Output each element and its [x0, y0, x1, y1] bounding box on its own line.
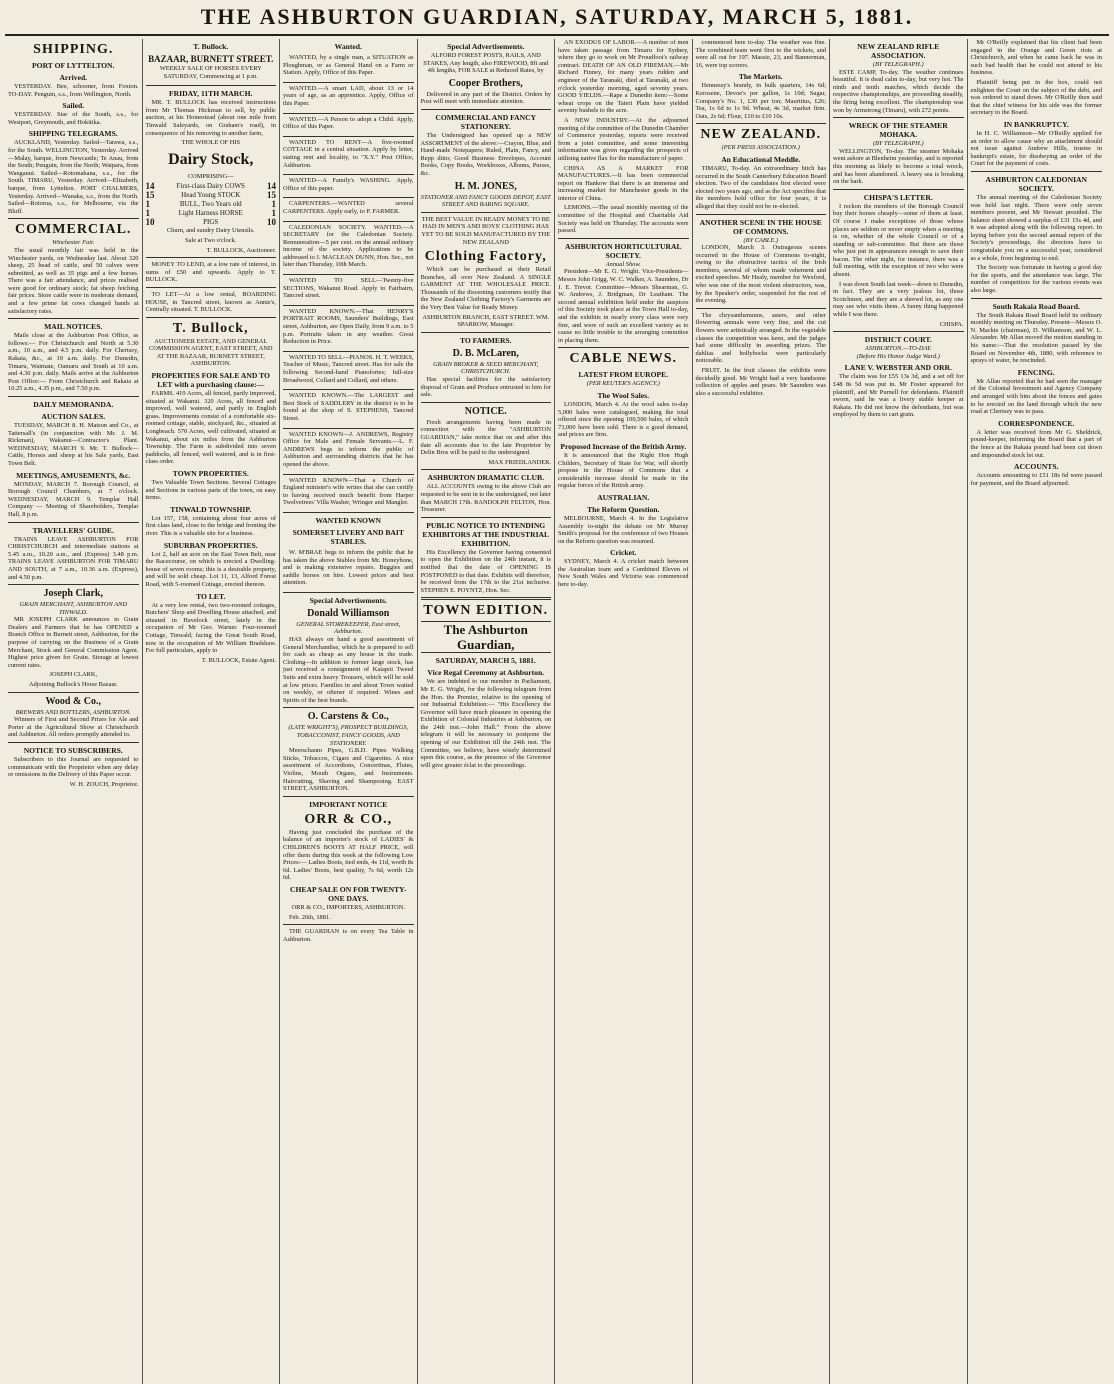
wanted-ad: [283, 83, 414, 114]
wanted-ad: [283, 222, 414, 276]
divider: [971, 298, 1103, 299]
important-notice-heading: IMPORTANT NOTICE: [309, 799, 388, 809]
public-notice-heading: PUBLIC NOTICE TO INTENDING EXHIBITORS AT THE INDUSTRIAL EXHIBITION.: [422, 520, 550, 548]
divider: [971, 171, 1103, 172]
public-notice-text: His Excellency the Governor having consented to open the Exhibition on the 24th instant, it is notified that the date of OPENING IS POSTPONED to that date. Exhibits will therefore, be received from the 17th to the 21st inclusive. STEPHEN E. POYNTZ, Hon. Sec.: [420, 548, 551, 594]
guardian-nameplate: The Ashburton Guardian,: [421, 621, 552, 653]
mclaren-name: D. B. McLaren,: [452, 347, 519, 359]
carstens-name: O. Carstens & Co.,: [307, 711, 389, 723]
suburban-heading: SUBURBAN PROPERTIES.: [163, 540, 258, 550]
mclaren-subheading: GRAIN BROKER & SEED MERCHANT, CHRISTCHURCH.: [433, 360, 539, 376]
stock-item: Head Young STOCK: [181, 191, 241, 200]
sailed-heading: Sailed.: [62, 101, 85, 111]
divider: [421, 469, 552, 470]
wanted-ad-text: WANTED TO SELL—PIANOS. H. T. WEEKS, Teacher of Music, Tancred street. Has for sale the following Second-hand Pianofortes; full-size Broadwood, Collard and Collard, and others.: [283, 353, 414, 384]
travellers-heading: TRAVELLERS' GUIDE.: [32, 525, 114, 535]
bankruptcy-heading: IN BANKRUPTCY.: [1003, 119, 1069, 129]
orr-text: Having just concluded the purchase of the balance of an importer's stock of LADIES' & CHILDREN'S BOOTS AT HALF PRICE, will offer them during this week at the following Low Prices:— Ladies Boots, tied ends, 4s 11d, worth 8s 6d. Ladies' Boots, best quality, 7s 6d, worth 12s 6d.: [283, 828, 414, 882]
wanted-ad: [283, 352, 414, 390]
correspondence-heading: CORRESPONDENCE.: [998, 418, 1075, 428]
divider: [421, 212, 552, 213]
army-heading: Proposed Increase of the British Army.: [560, 441, 687, 451]
comprising: COMPRISING—: [187, 172, 234, 180]
chispa-text: I reckon the members of the Borough Council buy their horses cheaply—some of them at least. Of course I make exceptions of those whose places are seldom or never empty when a meeting is on, whether of the whole Council or of a standing or sub-committee. But there are those who just put in appearances enough to save their bacon. The other night, for instance, there was a full meeting, with the exception of two who were absent.: [833, 202, 964, 279]
wreck-heading: WRECK OF THE STEAMER MOHAKA.: [848, 121, 948, 140]
wood-subheading: BREWERS AND BOTTLERS, ASHBURTON.: [15, 708, 131, 716]
bazaar-title: BAZAAR, BURNETT STREET.: [148, 54, 274, 64]
telegrams-heading: SHIPPING TELEGRAMS.: [28, 129, 118, 139]
accounts-heading: ACCOUNTS.: [1013, 462, 1059, 472]
to-let-details: At a very low rental, two two-roomed cottages, Butchers' Shop and Dwelling House attached, and situated in Havelock street, lately in the occupation of Mr Geo. Warner. Four-roomed Cottage, Tinwald, facing the Great South Road, now in the occupation of Mr William Bradshaw. For full particulars, apply to: [145, 601, 276, 655]
memoranda-heading: DAILY MEMORANDA.: [33, 400, 114, 409]
notice-signature: MAX FRIEDLANDER.: [488, 458, 551, 466]
divider: [696, 214, 827, 215]
divider: [283, 707, 414, 708]
divider: [558, 347, 689, 348]
town-edition-heading: TOWN EDITION.: [423, 603, 549, 619]
stock-qty: 15: [145, 190, 155, 201]
jones-name: H. M. JONES,: [454, 180, 517, 192]
sale-text: MR. T. BULLOCK has received instructions from Mr Thomas Hickman to sell, by public auction, at his Homestead (about one mile from Tinwald Saleyards, on Graham's road), in consequence of his removing to another farm,: [145, 99, 276, 137]
properties-text: FARMS. 419 Acres, all fenced, partly improved, situated at Wakanui. 320 Acres, all fenced and improved, well watered, and partly in English grass. Improvements consist of a comfortable six-roomed cottage, stable, stockyard, &c., situated at Longbeach. 570 Acres, well cultivated, situated at Wakanui, about six miles from the Ashburton Township. The Farm is subdivided into seven paddocks, all fenced, well watered, and is in first-class order.: [145, 390, 276, 466]
meetings-heading: MEETINGS, AMUSEMENTS, &c.: [16, 470, 131, 480]
shipping-heading: SHIPPING.: [33, 42, 114, 57]
clark-text: MR JOSEPH CLARK announces to Grain Dealers and Farmers that he has OPENED a Branch Office in Burnett street, Ashburton, for the purpose of carrying on the Business of a Grain Merchant, Stock and General Commission Agent. Highest price given for Grain. Storage at lowest current rates.: [8, 616, 139, 669]
new-industry-text: A NEW INDUSTRY.—At the adjourned meeting of the committee of the Dunedin Chamber of Commerce yesterday, reports were received from a joint committee, and some interesting information was given regarding the prospects of utilising native flax for the manufacture of paper.: [558, 116, 689, 162]
commercial-heading: COMMERCIAL.: [15, 222, 132, 238]
dairy-stock-title: Dairy Stock,: [168, 150, 254, 168]
orr-name: ORR & CO.,: [304, 811, 393, 827]
commercial-text: The usual monthly fair was held in the Winchester yards, on Wednesday last. About 320 sheep, 25 head of cattle, and 50 calves were submitted, as well as 35 pigs and a few horses. There was a fair attendance, and prices realised were good for ordinary stock; fat sheep fetching fair prices. Store cattle were in moderate demand, and a few prime fat cows changed hands at satisfactory rates.: [8, 246, 139, 315]
chispa-heading: CHISPA'S LETTER.: [863, 192, 933, 202]
port-heading: PORT OF LYTTELTON.: [32, 61, 115, 70]
divider: [283, 924, 414, 925]
orr-date: Feb. 26th, 1881.: [289, 913, 331, 921]
stock-qty: 1: [145, 199, 150, 210]
wanted-ad-text: WANTED KNOWN.—That HENRY'S PORTRAIT ROOMS, Saunders' Buildings, East street, Ashburton, are Open Daily, from 9 a.m. to 5 p.m. Portraits taken in any weather. Great Reduction in Price.: [283, 307, 414, 346]
rifle-agency: (BY TELEGRAPH.): [872, 61, 924, 68]
divider: [8, 584, 139, 585]
stock-qty: 14: [145, 181, 155, 192]
dramatic-text: ALL ACCOUNTS owing to the above Club are requested to be sent in to the undersigned, not later than MARCH 17th. RANDOLPH FELTON, Hon. Treasurer.: [420, 483, 551, 514]
divider: [558, 238, 689, 239]
clothing-text: Which can be purchased at their Retail Branches, all over New Zealand. A SINGLE GARMENT AT THE WHOLESALE PRICE. Thousands of the discerning customers testify that the New Zealand Clothing Factory's Garments are the Very Best Value for Ready Money.: [420, 266, 551, 312]
to-let-heading: TO LET.: [196, 591, 226, 601]
stock-item: First-class Dairy COWS: [176, 182, 245, 191]
column-1: [5, 39, 143, 1384]
bullock-heading: T. Bullock.: [193, 42, 229, 51]
stock-row: [146, 182, 277, 191]
fencing-text: Mr Allan reported that he had seen the manager of the Colonial Investment and Agency Company and arranged with him about the fences and gates to be erected on the land through which the new road at Chertsey was to pass.: [970, 377, 1102, 416]
wanted-ad-text: WANTED KNOWN—J. ANDREWS, Registry Office for Male and Female Servants.—L. F. ANDREWS begs to inform the public of Ashburton and surrounding districts that he has opened the above.: [283, 430, 414, 468]
stock-qty: 15: [267, 190, 276, 201]
wanted-ad: [283, 114, 414, 137]
stock-row: [146, 200, 277, 209]
divider: [146, 317, 277, 318]
rifle-text: ESTE CAMP, To-day. The weather continues beautiful. It is dead calm to-day, but very hot. The ninth and tenth matches, which decide the respective championships, are proceeding steadily, the firing being excellent. The championship was won by Armstrong (Timaru), with 272 points.: [833, 68, 964, 114]
cricket-text: SYDNEY, March 4. A cricket match between the Australian team and a Combined Eleven of New South Wales and Victoria was commenced here to-day.: [558, 558, 689, 589]
markets-heading: The Markets.: [738, 72, 783, 82]
divider: [421, 402, 552, 403]
reform-heading: The Reform Question.: [587, 504, 660, 514]
stock-qty: 10: [145, 217, 155, 228]
wood-name: Wood & Co.,: [45, 695, 102, 707]
divider: [8, 218, 139, 219]
column-3: [280, 39, 418, 1384]
masthead: [5, 0, 1109, 36]
divider: [421, 597, 552, 600]
wanted-ad: [283, 198, 414, 221]
subscribers-signature: W. H. ZOUCH, Proprietor.: [69, 780, 139, 788]
issue-date: SATURDAY, MARCH 5, 1881.: [435, 656, 536, 666]
district-court-heading: DISTRICT COURT.: [864, 335, 932, 345]
mail-heading: MAIL NOTICES.: [44, 322, 103, 332]
educational-text: TIMARU, To-day. An extraordinary hitch has occurred in the South Canterbury Education Board election. Two of the candidates first elected were elected two years ago, and as the Act specifies that the members hold office for four years, it is alleged that they could not be re-elected.: [695, 164, 826, 210]
court-subheading: ASHBURTON.—TO-DAY.: [864, 345, 932, 353]
stock-item: PIGS: [203, 218, 219, 227]
wanted-ad: [283, 390, 414, 428]
livery-heading: SOMERSET LIVERY AND BAIT STABLES.: [292, 527, 404, 546]
wanted-ad-text: WANTED.—A Person to adopt a Child. Apply, Office of this Paper.: [283, 115, 414, 131]
divider: [696, 308, 827, 309]
reform-text: MELBOURNE, March 4. In the Legislative Assembly to-night the debate on Mr Murray Smith's proposal for the conference of two Houses on the Reform question was resumed.: [558, 514, 689, 545]
wanted-ad: [283, 52, 414, 83]
wool-sales-heading: The Wool Sales.: [597, 390, 650, 400]
mail-text: Mails close at the Ashburton Post Office, as follows:— For Christchurch and North at 5.30 a.m., 10 a.m., and 4.5 p.m. daily. For Chertsey, Rakaia, &c., at 10 a.m. daily. For Dunedin, Timaru, Waimate, Oamaru and South at 10 a.m. and 4.30 p.m. daily. Mails arrive at the Ashburton Post Office:— From Christchurch and Rakaia at 10.25 a.m., 4.35 p.m., and 7.50 p.m.: [8, 332, 139, 393]
rakaia-heading: South Rakaia Road Board.: [992, 301, 1080, 311]
divider: [283, 796, 414, 797]
cricket-continued: commenced here to-day. The weather was fine. The combined team went first to the wickets, and were all out for 197. Massie, 23, and Bannerman, 16, were top scorers.: [695, 39, 826, 69]
money-lend-text: MONEY TO LEND, at a low rate of interest, in sums of £50 and upwards. Apply to T. BULLOCK.: [145, 261, 276, 284]
suburban-text: Lot 2, half an acre on the East Town Belt, near the Racecourse, on which is erected a Dwelling-house of seven rooms; this is a desirable property, and will be sold cheap. Lot 11, 13, Alford Forest Road, with 5-roomed Cottage, erected thereon.: [145, 550, 276, 588]
stock-list: [146, 182, 277, 227]
stock-qty: 1: [271, 199, 276, 210]
vice-regal-heading: Vice Regal Ceremony at Ashburton.: [427, 668, 545, 678]
wanted-ad-text: CALEDONIAN SOCIETY. WANTED.—A SECRETARY for the Caledonian Society. Remuneration—5 per cent. on the annual ordinary income of the society. Applications to be addressed to J. MACLEAN DUNN, Hon. Sec., not later than Thursday, 10th March.: [283, 223, 414, 269]
australian-heading: AUSTRALIAN.: [597, 492, 650, 502]
cricket-heading: Cricket.: [610, 548, 637, 558]
caledonian-heading: ASHBURTON CALEDONIAN SOCIETY.: [985, 174, 1087, 193]
stock-item: BULL, Two Years old: [179, 200, 242, 209]
plaintiff-text: Plaintiff being put in the box, could not enlighten the Court on the subject of the debt, and was ordered to stand down. Mr O'Reilly then said that the chief witness for his side was the former secretary to the Board.: [970, 78, 1102, 117]
telegrams-text: AUCKLAND, Yesterday. Sailed—Tarawa, s.s., for the South. WELLINGTON, Yesterday. Arrived—Malay, barque, from Newcastle; Te Anau, from the South; Penguin, from the North; Waipara, from Wanganui. Sailed—Rotomahana, s.s., for the South. TIMARU, Yesterday. Arrived—Elizabeth, barque, from Lyttelton. PORT CHALMERS, Yesterday. Arrived—Wanaka, s.s., from the North. Sailed—Rotorua, s.s., for Melbourne, via the Bluff.: [8, 139, 139, 215]
new-zealand-heading: NEW ZEALAND.: [700, 127, 822, 143]
jones-subheading: STATIONER AND FANCY GOODS DEPOT, EAST STREET AND BARING SQUARE.: [420, 193, 551, 209]
divider: [8, 396, 139, 397]
horticultural-subheading: Annual Show.: [605, 260, 641, 268]
stock-row: [146, 218, 277, 227]
court-text: The claim was for £55 13s 3d, and a set off for £48 8s 5d was put in. Mr Foster appeared for plaintiff, and Mr Purnell for defendants. Plaintiff sworn, said he was a livery stable keeper at Rakaia. He did not know the defendants, but was employed by them to cart grain.: [833, 373, 964, 419]
commercial-subheading: Winchester Fair.: [52, 239, 95, 247]
special-heading: Special Advertisements.: [447, 42, 525, 51]
column-5: [555, 39, 693, 1384]
wool-sales-text: LONDON, March 4. At the wool sales to-day 5,000 bales were catalogued, making the total offered since the opening 100,500 bales, of which 73,000 have been sold. There is a good demand, and prices are firm.: [558, 400, 689, 439]
commons-heading: ANOTHER SCENE IN THE HOUSE OF COMMONS.: [699, 217, 822, 236]
divider: [421, 109, 552, 110]
cooper-text: Delivered in any part of the District. Orders by Post will meet with immediate attention.: [420, 90, 551, 106]
clark-address: Adjoining Bullock's Horse Bazaar.: [28, 681, 118, 689]
stationery-text: The Undersigned has opened up a NEW ASSORTMENT of the above:—Crayon, Blue, and Hand-made Notepapers; Ruled, Plain, Fancy, and Repp ditto; Good Business Envelopes, Account Books, Copy Books, Workboxes, Albums, Purses, &c.: [420, 131, 551, 177]
special-heading: Special Advertisements.: [309, 595, 387, 605]
caledonian-text: The annual meeting of the Caledonian Society was held last night. There were only seven members present, and Mr Stewart presided. The balance sheet showed a surplus of £31 15s 4d, and it was adopted along with the following report. In laying before you the second annual report of the Society's proceedings, the directors have to congratulate you on a successful year, considered as a whole, from beginning to end.: [970, 193, 1102, 262]
press-association: (PER PRESS ASSOCIATION.): [721, 144, 800, 152]
subscribers-text: Subscribers to this Journal are requested to communicate with the Proprietor when any delay or omissions in the Delivery of this Paper occur.: [8, 756, 139, 779]
town-properties-heading: TOWN PROPERTIES.: [172, 469, 249, 478]
chispa-signature: CHISPA.: [939, 320, 964, 328]
bankruptcy-text: In H. C. Williamson—Mr O'Reilly applied for an order to allow cause why an attachment should not issue against Andrew Hills, trustee in bankrupt's estate, for disobeying an order of the Court for the payment of costs.: [970, 129, 1102, 168]
vice-regal-text: We are indebted to our member in Parliament, Mr E. G. Wright, for the following telegram from the Hon. the Premier, relative to the opening of our Industrial Exhibition:— "His Excellency the Governor will have much pleasure in opening the Exhibition of Colonial Industries at Ashburton, on the 24th inst.—John Hall." From the above telegram it will be necessary to postpone the opening of our Exhibition till the 24th inst. The Committee, we believe, have wisely determined upon this course, as the presence of the Governor will give greater éclat to the proceedings.: [420, 678, 551, 769]
stock-qty: 14: [266, 181, 276, 192]
divider: [8, 522, 139, 523]
column-7: [830, 39, 968, 1384]
livery-ad: [283, 547, 414, 593]
divider: [833, 117, 964, 118]
arrived-text: YESTERDAY. Bee, schooner, from Foxton. TO-DAY. Penguin, s.s., from Wellington, North.: [8, 83, 139, 98]
bullock-firm-title: T. Bullock,: [172, 320, 249, 336]
stationery-heading: COMMERCIAL AND FANCY STATIONERY.: [435, 112, 537, 131]
stock-item: Light Harness HORSE: [178, 209, 243, 218]
guardian-footer: THE GUARDIAN is on every Tea Table in Ashburton.: [283, 928, 414, 943]
latest-europe-heading: LATEST FROM EUROPE.: [578, 370, 669, 380]
tinwald-text: Lot 157, 158, containing about four acres of first class land, close to the bridge and fronting the river. This is a valuable site for a business.: [145, 514, 276, 537]
bullock-firm-subtitle: AUCTIONEER ESTATE, AND GENERAL COMMISSION AGENT, EAST STREET, AND AT THE BAZAAR, BURNETT STREET, ASHBURTON.: [148, 337, 273, 368]
divider: [833, 189, 964, 190]
court-continued: Mr O'Reilly explained that his client had been engaged in the Orange and Green riots at Christchurch, and when he came back he was in such bad health that he could not attend to his business.: [970, 39, 1102, 77]
williamson-text: HAS always on hand a good assortment of General Merchandise, which he is prepared to sell for cash as cheap as any house in the trade. Clothing—In addition to former large stock, has just received a consignment of Kaiapoi Tweed Suits and extra heavy Trousers, which will be sold at low prices. Families in and about Town waited on weekly, or oftener if required. Wines and Spirits of the best brands.: [283, 636, 414, 704]
reuters-agency: (PER REUTER'S AGENCY.): [586, 380, 660, 388]
auction-heading: AUCTION SALES.: [41, 412, 106, 421]
army-text: It is announced that the Right Hon Hugh Childers, Secretary of State for War, will shortly propose in the House of Commons that a considerable increase should be made in the regular forces of the British army.: [558, 451, 689, 490]
wanted-ad-text: WANTED KNOWN—That a Church of England minister's wife writes that she can certify to having received much benefit from Harper Twelvetrees' Villa Washer, Wringer and Mangler.: [283, 476, 414, 507]
commons-text: LONDON, March 3. Outrageous scenes occurred in the House of Commons to-night, owing to the obstructive tactics of the Irish members, several of whom made vehement and excited speeches. Mr Healy, member for Wexford, who was one of the most violent obstructors, was, by the Speaker's order, suspended for the rest of the evening.: [695, 244, 826, 305]
to-let-text: TO LET—At a low rental, BOARDING HOUSE, in Tancred street, known as Annie's, Centrally situated. T. BULLOCK.: [145, 290, 276, 314]
wanted-ad: [283, 275, 414, 306]
divider: [8, 692, 139, 693]
court-case: LANE V. WEBSTER AND ORR.: [844, 363, 952, 373]
chispa-text-2: I was down South last week—down to Dunedin, in fact. They are a very jealous lot, those Scotchmen, and they are a shrewd lot, as any one may see who visits them. A funny thing happened while I was there.: [833, 280, 964, 319]
properties-heading: PROPERTIES FOR SALE AND TO LET with a purchasing clause:—: [151, 371, 270, 390]
wanted-known-heading: WANTED KNOWN: [315, 515, 382, 525]
wanted-ad: [283, 429, 414, 475]
mclaren-text: Has special facilities for the satisfactory disposal of Grain and Produce entrusted to him for sale.: [420, 376, 551, 399]
divider: [146, 257, 277, 258]
wanted-ad-text: WANTED, by a single man, a SITUATION as Ploughman, or as General Hand on a Farm or Station. Apply, Office of this Paper.: [283, 54, 414, 77]
carstens-subheading: (LATE WRIGHT'S), PROSPECT BUILDINGS, TOBACCONIST, FANCY GOODS, AND STATIONERY.: [288, 724, 409, 747]
column-4: [418, 39, 556, 1384]
local-news-text: AN EXODUS OF LABOR.—A number of men have taken passage from Timaru for Sydney, where they go to work on Mr Proudfoot's railway contract. DEATH OF AN OLD FIREMAN.—Mr Richard Finney, for many years ridden and engineer of the Taranaki, died at Taranaki, at two o'clock yesterday morning, aged seventy years. GOOD YIELDS.—Rape a Dunedin item:—Some wheat crops on the Taieri Plain have yielded seventy bushels to the acre.: [558, 39, 689, 115]
rifle-heading: NEW ZEALAND RIFLE ASSOCIATION.: [857, 42, 940, 60]
column-2: [143, 39, 281, 1384]
carstens-text: Meerschaum Pipes, G.B.D. Pipes Walking Sticks, Tobaccos, Cigars and Cigarettes. A nice assortment of Accordions, Concertinas, Flutes, Violins, Mouth Organs, and Instruments. Haircutting, Shaving and Shampooing. EAST STREET, ASHBURTON.: [283, 747, 414, 793]
horticultural-text: President—Mr E. G. Wright. Vice-Presidents—Messrs John Grigg, W. C. Walker, A. Saunders, Dr J. E. Trevor. Committee—Messrs Shearman, G. W. Andrews, J. Bridgman, Dr Leatham. The second annual exhibition held under the auspices of this Society took place at the Town Hall to-day, and the exhibits in nearly every class were very fine, and were of such an excellent variety as to cause no little trouble to the arranging committee in placing them.: [558, 268, 689, 344]
divider: [146, 287, 277, 288]
commons-subheading: (BY CABLE.): [743, 236, 778, 244]
wanted-ad: [283, 475, 414, 513]
orr-signature: ORR & CO., IMPORTERS, ASHBURTON.: [291, 903, 405, 911]
bazaar-subtitle: WEEKLY SALE OF HORSES EVERY SATURDAY, Commencing at 1 p.m.: [159, 65, 262, 80]
estate-agent-signature: T. BULLOCK, Estate Agent.: [201, 656, 276, 664]
tinwald-heading: TINWALD TOWNSHIP.: [170, 504, 252, 514]
stock-row: [146, 191, 277, 200]
divider: [8, 742, 139, 743]
correspondence-text: A letter was received from Mr G. Sheldrick, pound-keeper, informing the Board that a part of the fence at the Rakaia pound had been cut down and impounded stock let out.: [970, 428, 1102, 459]
column-6: [693, 39, 831, 1384]
notice-heading: NOTICE.: [464, 405, 507, 417]
column-8: [968, 39, 1106, 1384]
stock-qty: 1: [145, 208, 150, 219]
farmers-heading: TO FARMERS.: [459, 335, 512, 345]
cooper-name: Cooper Brothers,: [448, 77, 523, 89]
horticultural-heading: ASHBURTON HORTICULTURAL SOCIETY.: [564, 241, 682, 260]
subscribers-heading: NOTICE TO SUBSCRIBERS.: [23, 746, 123, 755]
wanted-ad-text: WANTED.—A smart LAD, about 13 or 14 years of age, as an apprentice. Apply, Office of this Paper.: [283, 84, 414, 107]
wanted-ad-text: CARPENTERS.—WANTED several CARPENTERS. Apply early, to P. FARMER.: [283, 200, 414, 215]
wanted-ad-text: WANTED TO SELL—Twenty-five SECTIONS, Wakanui Road. Apply to Fairbairn, Tancred street.: [283, 277, 414, 300]
rakaia-text: The South Rakaia Road Board held its ordinary monthly meeting on Thursday. Present—Messrs O. N. Mackie (chairman), D. Williamson, and W. L. Alexander. Mr Allan moved the motion standing in his name:—That the resolution passed by the Board on November 4th, 1880, with reference to sprays of water, be rescinded.: [970, 311, 1102, 365]
sale-date: FRIDAY, 11TH MARCH.: [169, 89, 253, 99]
clark-subheading: GRAIN MERCHANT, ASHBURTON AND TINWALD.: [19, 601, 127, 616]
caledonian-text-2: The Society was fortunate in having a good day for the sports, and the attendance was large. The number of competitors for the various events was also large.: [970, 264, 1102, 295]
bazaar-ad: [146, 52, 277, 86]
williamson-name: Donald Williamson: [307, 607, 390, 619]
wood-text: Winners of First and Second Prizes for Ale and Porter at the Agricultural Show at Christchurch and Ashburton. All orders promptly attended to.: [8, 716, 139, 739]
arrived-heading: Arrived.: [59, 73, 88, 82]
court-judge: (Before His Honor Judge Ward.): [856, 352, 940, 360]
auction-text: TUESDAY, MARCH 8. H. Matson and Co., at Tattersall's (in conjunction with Mr. J. M. Rickman), Wakanui—Contractor's Plant. WEDNESDAY, MARCH 9. Mr. T. Bullock—Cattle, Horses and sheep at his Sale yards, East Town Belt.: [8, 422, 139, 467]
stock-qty: 10: [267, 217, 276, 228]
sailed-text: YESTERDAY. Star of the South, s.s., for Westport, Greymouth, and Hokitika.: [8, 111, 139, 126]
divider: [421, 332, 552, 333]
horticultural-continued: The chrysanthemums, asters, and other flowering annuals were very fine, and the cut flowers were artistically arranged. In the vegetable classes the competition was keen, and the judges had some difficulty in awarding prizes. The dahlias and hollyhocks were particularly noticeable.: [695, 311, 826, 365]
fruit-text: FRUIT. In the fruit classes the exhibits were decidedly good. Mr Wright had a very handsome collection of apples and pears. Mr Saunders was also a successful exhibitor.: [695, 367, 826, 397]
wanted-ad: [283, 137, 414, 175]
churn-text: Churn, and sundry Dairy Utensils.: [166, 227, 255, 235]
whole-of: THE WHOLE OF HIS: [181, 139, 241, 147]
educational-heading: An Educational Meddle.: [721, 154, 801, 164]
dramatic-heading: ASHBURTON DRAMATIC CLUB.: [427, 473, 545, 483]
divider: [833, 331, 964, 332]
livery-ad-text: W. M'BRAE begs to inform the public that he has taken the above Stables from Mr. Honeybone, and is making extensive repairs. Buggies and saddle horses on hire. Lowest prices and best attention.: [283, 548, 414, 587]
wreck-text: WELLINGTON, To-day. The steamer Mohaka went ashore at Blenheim yesterday, and is reported this morning as likely to become a total wreck, and has been abandoned. A heavy sea is breaking on the bark.: [833, 147, 964, 186]
wanted-ad-text: WANTED KNOWN.—The LARGEST and Best Stock of SADDLERY in the district is to be found at the shop of S. STEPHENS, Tancred Street.: [283, 392, 414, 422]
markets-text: Hennessy's brandy, in bulk quarters, 14s 6d; Kerosene, Devoe's per gallon, 1s 10d; Sugar, Company's No. 1, £30 per ton; Mauritius, £26; Tea, 1s 6d to 1s 9d. Wheat, 4s 3d, market firm. Oats, 2s 6d; Flour, £10 to £10 10s.: [695, 82, 826, 120]
divider: [696, 123, 827, 124]
travellers-text: TRAINS LEAVE ASHBURTON FOR CHRISTCHURCH and intermediate stations at 5.45 a.m., 10.20 a.m., and (Express) 3.48 p.m. TRAINS LEAVE ASHBURTON FOR TIMARU AND SOUTH, at 7 a.m., 10.36 a.m. (Express), and 4.50 p.m.: [8, 535, 139, 581]
cheap-sale-heading: CHEAP SALE ON FOR TWENTY-ONE DAYS.: [290, 884, 407, 903]
clark-signature: JOSEPH CLARK,: [49, 671, 98, 679]
stock-qty: 1: [271, 208, 276, 219]
stock-row: [146, 209, 277, 218]
newspaper-title: THE ASHBURTON GUARDIAN, SATURDAY, MARCH 5, 1881.: [200, 4, 914, 29]
williamson-subheading: GENERAL STOREKEEPER, East street, Ashburton.: [296, 620, 401, 636]
divider: [421, 517, 552, 518]
accounts-text: Accounts amounting to £51 18s 6d were passed for payment, and the Board adjourned.: [970, 472, 1102, 487]
wanted-ad: [283, 175, 414, 198]
wanted-heading: Wanted.: [334, 42, 362, 51]
divider: [8, 318, 139, 319]
wanted-ad-text: WANTED TO RENT—A five-roomed COTTAGE in a central situation. Apply by letter, stating rent and locality, to "X.Y." Post Office, Ashburton.: [283, 138, 414, 169]
town-properties-text: Two Valuable Town Sections. Several Cottages and Sections in various parts of the town, on easy terms.: [145, 479, 276, 502]
auctioneer-signature: T. BULLOCK, Auctioneer.: [206, 246, 276, 254]
wanted-ad-text: WANTED—A Family's WASHING. Apply, Office of this paper.: [283, 177, 414, 192]
clark-name: Joseph Clark,: [43, 588, 103, 600]
notice-text: Fresh arrangements having been made in connection with the "ASHBURTON GUARDIAN," take notice that on and after this date all accounts due to the late Proprietor by Delin Bros will be paid to the undersigned.: [420, 418, 551, 457]
sale-time: Sale at Two o'clock.: [185, 236, 237, 244]
hospital-text: LEMONS.—The usual monthly meeting of the committee of the Hospital and Charitable Aid Society was held on Thursday. The accounts were passed.: [558, 204, 689, 235]
cooper-top: ALFORD FOREST POSTS, RAILS, AND STAKES, Any length, also FIREWOOD, 8ft and 4ft lengths, FOR SALE at Reduced Rates, by: [423, 52, 549, 75]
wanted-ad: [283, 306, 414, 352]
wreck-agency: (BY TELEGRAPH.): [872, 140, 924, 148]
columns: [5, 39, 1109, 1384]
clothing-factory-name: Clothing Factory,: [424, 249, 547, 265]
china-market-text: CHINA AS A MARKET FOR MANUFACTURES.—It has been commercial report on Hankow that there is an immense and increasing market for Manchester goods in the interior of China.: [558, 164, 689, 202]
meetings-text: MONDAY, MARCH 7. Borough Council, at Borough Council Chambers, at 7 o'clock. WEDNESDAY, MARCH 9. Templar Hall Company — Meeting of Shareholders, Templar Hall, 8 p.m.: [8, 480, 139, 518]
clothing-top: THE BEST VALUE IN READY MONEY TO BE HAD IN MEN'S AND BOYS' CLOTHING HAS YET TO BE SOLD MANUFACTURED BY THE NEW ZEALAND: [421, 215, 551, 246]
cable-news-heading: CABLE NEWS.: [569, 351, 677, 367]
fencing-heading: FENCING.: [1017, 367, 1055, 377]
clothing-signature: ASHBURTON BRANCH, EAST STREET. WM. SPARROW, Manager.: [422, 313, 550, 329]
